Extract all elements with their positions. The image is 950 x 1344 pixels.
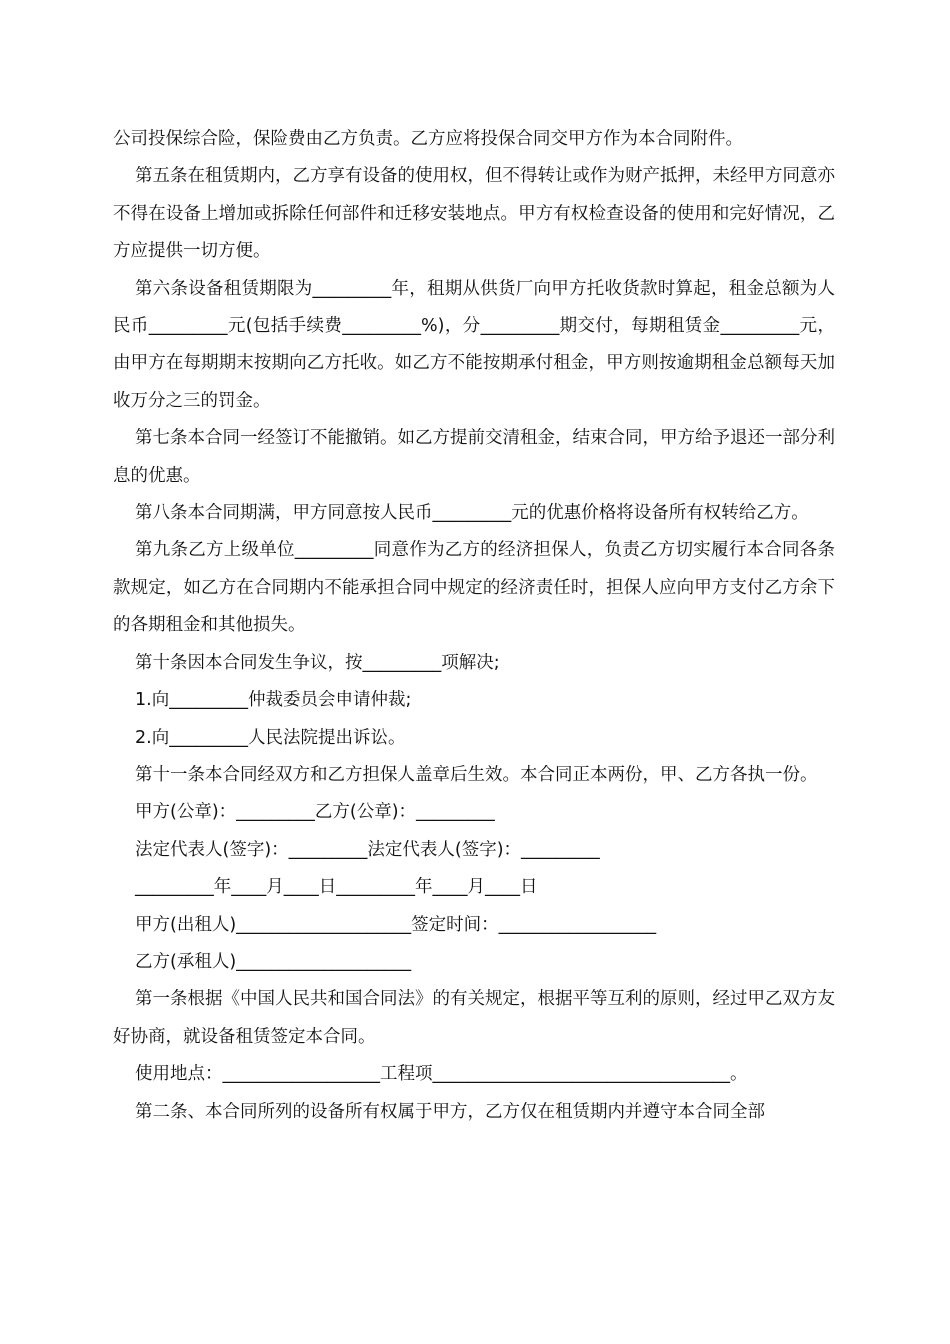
paragraph-article-2: 第二条、本合同所列的设备所有权属于甲方，乙方仅在租赁期内并遵守本合同全部 bbox=[135, 1101, 765, 1122]
signature-seal-line: 甲方(公章)：_________乙方(公章)：_________ bbox=[135, 802, 495, 823]
paragraph-article-9: 第九条乙方上级单位_________同意作为乙方的经济担保人，负责乙方切实履行本合同各条款规定，如乙方在合同期内不能承担合同中规定的经济责任时，担保人应向甲方支付乙方余下的各期租金和其他损失。 bbox=[113, 540, 835, 636]
paragraph-article-8: 第八条本合同期满，甲方同意按人民币_________元的优惠价格将设备所有权转给乙方。 bbox=[135, 503, 809, 524]
paragraph-litigation-option: 2.向_________人民法院提出诉讼。 bbox=[135, 727, 406, 748]
paragraph-arbitration-option: 1.向_________仲裁委员会申请仲裁; bbox=[135, 690, 412, 711]
date-line: _________年____月____日_________年____月____日 bbox=[135, 877, 538, 898]
document-page bbox=[113, 121, 835, 1131]
paragraph-article-10: 第十条因本合同发生争议，按_________项解决; bbox=[135, 652, 500, 673]
lessee-line: 乙方(承租人)____________________ bbox=[135, 951, 412, 972]
paragraph-article-5: 第五条在租赁期内，乙方享有设备的使用权，但不得转让或作为财产抵押，未经甲方同意亦不得在设备上增加或拆除任何部件和迁移安装地点。甲方有权检查设备的使用和完好情况，乙方应提供一切方便。 bbox=[113, 166, 835, 262]
lessor-line: 甲方(出租人)____________________签定时间：__________________ bbox=[135, 914, 657, 935]
usage-location-line: 使用地点：__________________工程项__________________________________。 bbox=[135, 1064, 748, 1085]
paragraph-article-11: 第十一条本合同经双方和乙方担保人盖章后生效。本合同正本两份，甲、乙方各执一份。 bbox=[135, 764, 818, 785]
paragraph-article-6: 第六条设备租赁期限为_________年，租期从供货厂向甲方托收货款时算起，租金总额为人民币_________元(包括手续费_________%)，分_________期交付，每期租赁金_________元，由甲方在每期期末按期向乙方托收。如乙方不能按期承付租金，甲方则按逾期租金总额每天加收万分之三的罚金。 bbox=[113, 278, 835, 411]
paragraph-article-1: 第一条根据《中国人民共和国合同法》的有关规定，根据平等互利的原则，经过甲乙双方友好协商，就设备租赁签定本合同。 bbox=[113, 989, 835, 1047]
paragraph-article-7: 第七条本合同一经签订不能撤销。如乙方提前交清租金，结束合同，甲方给予退还一部分利息的优惠。 bbox=[113, 428, 835, 486]
legal-representative-line: 法定代表人(签字)：_________法定代表人(签字)：_________ bbox=[135, 839, 600, 860]
paragraph-insurance: 公司投保综合险，保险费由乙方负责。乙方应将投保合同交甲方作为本合同附件。 bbox=[113, 129, 743, 149]
